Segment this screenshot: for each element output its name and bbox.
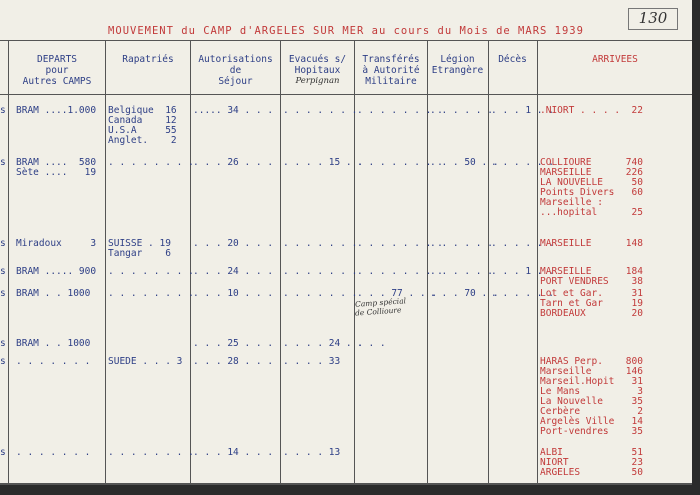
- margin-mark: s: [0, 338, 6, 349]
- margin-mark: s: [0, 157, 6, 168]
- margin-mark: s: [0, 238, 6, 249]
- evacues-cell: . . . . . . .: [283, 238, 358, 249]
- handwritten-note: de Collioure: [354, 305, 402, 318]
- deces-cell: . . . . . .: [491, 157, 554, 168]
- departs-cell: Miradoux 3: [16, 238, 97, 249]
- handwritten-perpignan: Perpignan: [295, 76, 340, 86]
- rapatries-cell: . . . . . . . .: [108, 288, 194, 299]
- evacues-cell: . . . . 24 . .: [283, 338, 364, 349]
- transferes-cell: . . . . . . . .: [357, 157, 443, 168]
- evacues-cell: . . . . . . .: [283, 105, 358, 116]
- arrivees-cell: Le Mans 3: [540, 386, 643, 397]
- legion-cell: . . . 50 . .: [430, 157, 499, 168]
- header-autorisations: Autorisations de Séjour: [198, 54, 273, 87]
- evacues-cell: . . . . . . .: [283, 288, 358, 299]
- departs-cell: BRAM . . 1000: [16, 338, 91, 349]
- autorisations-cell: ..... 34 . . .: [193, 105, 274, 116]
- arrivees-cell: NIORT 23: [540, 457, 643, 468]
- evacues-cell: . . . . 33: [283, 356, 341, 367]
- departs-cell: BRAM . . 1000: [16, 288, 91, 299]
- header-legion: Légion Etrangère: [431, 54, 484, 76]
- transferes-cell: . . . . . . . .: [357, 105, 443, 116]
- header-deces: Décès: [498, 54, 527, 65]
- arrivees-cell: ALBI 51: [540, 447, 643, 458]
- margin-mark: s: [0, 288, 6, 299]
- margin-mark: s: [0, 447, 6, 458]
- header-evacues: Evacués s/ Hopitaux Perpignan: [282, 54, 353, 87]
- arrivees-cell: Cerbère 2: [540, 406, 643, 417]
- autorisations-cell: . . . 28 . . .: [193, 356, 274, 367]
- departs-cell: Sète .... 19: [16, 167, 97, 178]
- autorisations-cell: . . . 10 . . .: [193, 288, 274, 299]
- header-bottom-rule: [0, 94, 692, 95]
- transferes-cell: . . . . . . . .: [357, 266, 443, 277]
- header-rapatries: Rapatriés: [122, 54, 174, 65]
- handwritten-note: Camp spécial: [354, 296, 407, 309]
- deces-cell: . . . . . .: [491, 238, 554, 249]
- rapatries-cell: Belgique 16: [108, 105, 177, 116]
- column-rule: [105, 40, 106, 485]
- rapatries-cell: U.S.A 55: [108, 125, 177, 136]
- autorisations-cell: . . . 24 . . .: [193, 266, 274, 277]
- page-number: 130: [628, 8, 678, 30]
- column-rule: [190, 40, 191, 485]
- arrivees-cell: Marseille 146: [540, 366, 643, 377]
- header-arrivees: ARRIVEES: [592, 54, 638, 65]
- margin-mark: s: [0, 356, 6, 367]
- legion-cell: . . . . . .: [430, 105, 493, 116]
- arrivees-cell: BORDEAUX 20: [540, 308, 643, 319]
- arrivees-cell: MARSEILLE 148: [540, 238, 643, 249]
- autorisations-cell: . . . 20 . . .: [193, 238, 274, 249]
- deces-cell: . . . 1 . .: [491, 105, 554, 116]
- header-transferes: Transférés à Autorité Militaire: [362, 54, 420, 87]
- arrivees-cell: ...hopital 25: [540, 207, 643, 218]
- departs-cell: . . . . . . .: [16, 356, 91, 367]
- arrivees-cell: COLLIOURE 740: [540, 157, 643, 168]
- autorisations-cell: . . . 25 . . .: [193, 338, 274, 349]
- rapatries-cell: . . . . . . . .: [108, 157, 194, 168]
- margin-mark: s: [0, 266, 6, 277]
- arrivees-cell: ARGELES 50: [540, 467, 643, 478]
- arrivees-cell: Argelès Ville 14: [540, 416, 643, 427]
- arrivees-cell: PORT VENDRES 38: [540, 276, 643, 287]
- arrivees-cell: Points Divers 60: [540, 187, 643, 198]
- autorisations-cell: . . . 14 . . .: [193, 447, 274, 458]
- bottom-rule: [0, 483, 692, 485]
- legion-cell: . . . . . .: [430, 266, 493, 277]
- rapatries-cell: SUISSE . 19: [108, 238, 171, 249]
- deces-cell: . . . . . .: [491, 288, 554, 299]
- arrivees-cell: HARAS Perp. 800: [540, 356, 643, 367]
- document-title: MOUVEMENT du CAMP d'ARGELES SUR MER au cours du Mois de MARS 1939: [108, 25, 584, 37]
- column-rule: [280, 40, 281, 485]
- departs-cell: . . . . . . .: [16, 447, 91, 458]
- evacues-cell: . . . . 13: [283, 447, 341, 458]
- transferes-cell: . . .: [357, 338, 386, 349]
- rapatries-cell: Anglet. 2: [108, 135, 177, 146]
- deces-cell: . . . 1 . .: [491, 266, 554, 277]
- departs-cell: BRAM ....1.000: [16, 105, 97, 116]
- header-departs: DEPARTS pour Autres CAMPS: [22, 54, 92, 87]
- column-rule: [8, 40, 9, 485]
- arrivees-cell: Tarn et Gar 19: [540, 298, 643, 309]
- legion-cell: . . . 70 . .: [430, 288, 499, 299]
- rapatries-cell: Canada 12: [108, 115, 177, 126]
- arrivees-cell: Marseille :: [540, 197, 603, 208]
- departs-cell: BRAM ..... 900: [16, 266, 97, 277]
- arrivees-cell: MARSEILLE 226: [540, 167, 643, 178]
- rapatries-cell: . . . . . . . .: [108, 447, 194, 458]
- rapatries-cell: SUEDE . . . 3: [108, 356, 183, 367]
- transferes-cell: . . . . . . . .: [357, 238, 443, 249]
- arrivees-cell: La Nouvelle 35: [540, 396, 643, 407]
- evacues-cell: . . . . . . .: [283, 266, 358, 277]
- rapatries-cell: . . . . . . . .: [108, 266, 194, 277]
- margin-mark: s: [0, 105, 6, 116]
- arrivees-cell: Marseil.Hopit 31: [540, 376, 643, 387]
- header-top-rule: [0, 40, 692, 41]
- transferes-cell: . . . 77 . . .: [357, 288, 438, 299]
- autorisations-cell: . . . 26 . . .: [193, 157, 274, 168]
- arrivees-cell: MARSEILLE 184: [540, 266, 643, 277]
- departs-cell: BRAM .... 580: [16, 157, 97, 168]
- arrivees-cell: .NIORT . . . . 22: [540, 105, 643, 116]
- arrivees-cell: Port-vendres 35: [540, 426, 643, 437]
- evacues-cell: . . . . 15 . .: [283, 157, 364, 168]
- rapatries-cell: Tangar 6: [108, 248, 171, 259]
- legion-cell: . . . . . .: [430, 238, 493, 249]
- arrivees-cell: Lot et Gar. 31: [540, 288, 643, 299]
- arrivees-cell: LA NOUVELLE 50: [540, 177, 643, 188]
